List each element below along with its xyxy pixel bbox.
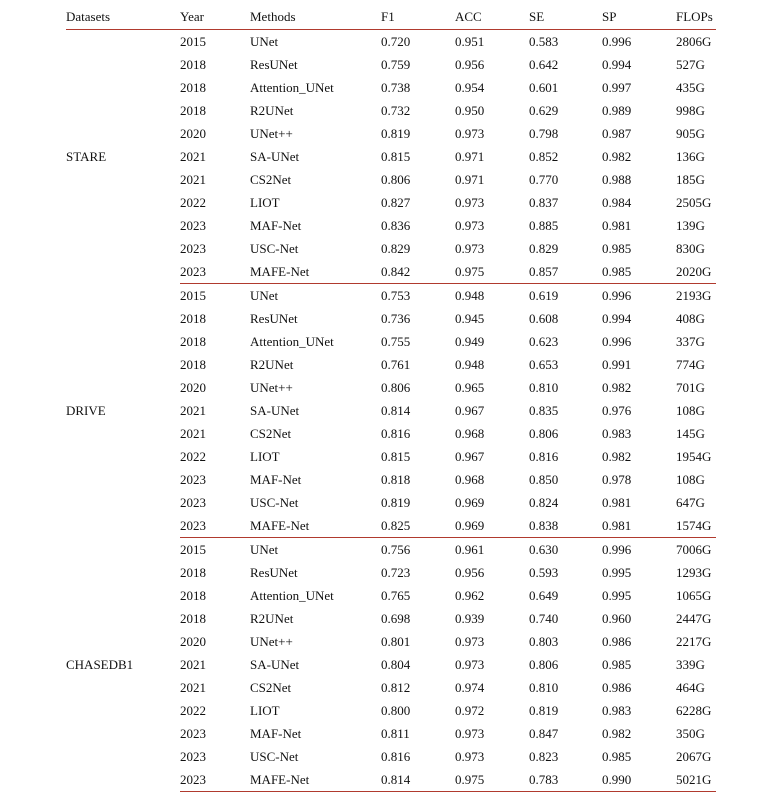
se-cell: 0.619	[529, 288, 559, 303]
f1-cell: 0.755	[381, 334, 411, 349]
method-cell: USC-Net	[250, 241, 299, 256]
header-methods: Methods	[250, 5, 381, 30]
acc-cell: 0.972	[455, 703, 485, 718]
f1-cell: 0.759	[381, 57, 411, 72]
method-cell: CS2Net	[250, 172, 292, 187]
acc-cell: 0.948	[455, 288, 485, 303]
year-cell: 2018	[180, 311, 206, 326]
f1-cell: 0.842	[381, 260, 455, 284]
year-cell: 2018	[180, 334, 206, 349]
flops-cell: 339G	[676, 657, 705, 672]
method-cell: R2UNet	[250, 357, 294, 372]
acc-cell: 0.967	[455, 449, 485, 464]
flops-cell: 998G	[676, 103, 705, 118]
method-cell: MAF-Net	[250, 218, 302, 233]
method-cell: CS2Net	[250, 426, 292, 441]
year-cell: 2021	[180, 403, 206, 418]
se-cell: 0.838	[529, 514, 602, 538]
acc-cell: 0.971	[455, 149, 485, 164]
f1-cell: 0.827	[381, 195, 411, 210]
sp-cell: 0.982	[602, 726, 632, 741]
acc-cell: 0.956	[455, 57, 485, 72]
dataset-label: STARE	[66, 149, 107, 165]
acc-cell: 0.969	[455, 514, 529, 538]
year-cell: 2018	[180, 103, 206, 118]
method-cell: Attention_UNet	[250, 80, 334, 95]
sp-cell: 0.978	[602, 472, 632, 487]
year-cell: 2022	[180, 195, 206, 210]
header-row	[66, 5, 716, 30]
method-cell: ResUNet	[250, 57, 298, 72]
acc-cell: 0.973	[455, 657, 485, 672]
flops-cell: 2193G	[676, 288, 712, 303]
year-cell: 2023	[180, 260, 250, 284]
year-cell: 2015	[180, 288, 206, 303]
method-cell: Attention_UNet	[250, 588, 334, 603]
year-cell: 2023	[180, 514, 250, 538]
year-cell: 2021	[180, 657, 206, 672]
sp-cell: 0.987	[602, 126, 632, 141]
flops-cell: 139G	[676, 218, 705, 233]
se-cell: 0.824	[529, 495, 559, 510]
method-cell: LIOT	[250, 449, 280, 464]
method-cell: UNet++	[250, 380, 293, 395]
method-cell: UNet++	[250, 634, 293, 649]
f1-cell: 0.806	[381, 380, 411, 395]
year-cell: 2022	[180, 703, 206, 718]
method-cell: MAFE-Net	[250, 514, 381, 538]
acc-cell: 0.973	[455, 126, 485, 141]
method-cell: R2UNet	[250, 103, 294, 118]
f1-cell: 0.815	[381, 449, 411, 464]
f1-cell: 0.736	[381, 311, 411, 326]
year-cell: 2020	[180, 126, 206, 141]
f1-cell: 0.800	[381, 703, 411, 718]
se-cell: 0.601	[529, 80, 559, 95]
se-cell: 0.850	[529, 472, 559, 487]
acc-cell: 0.974	[455, 680, 485, 695]
acc-cell: 0.973	[455, 195, 485, 210]
flops-cell: 185G	[676, 172, 705, 187]
sp-cell: 0.997	[602, 80, 632, 95]
f1-cell: 0.819	[381, 126, 411, 141]
sp-cell: 0.996	[602, 288, 632, 303]
sp-cell: 0.996	[602, 334, 632, 349]
sp-cell: 0.985	[602, 749, 632, 764]
method-cell: LIOT	[250, 703, 280, 718]
acc-cell: 0.975	[455, 768, 529, 792]
flops-cell: 1954G	[676, 449, 712, 464]
year-cell: 2018	[180, 57, 206, 72]
flops-cell: 2447G	[676, 611, 712, 626]
acc-cell: 0.954	[455, 80, 485, 95]
flops-cell: 5021G	[676, 768, 716, 792]
flops-cell: 7006G	[676, 542, 712, 557]
f1-cell: 0.761	[381, 357, 411, 372]
year-cell: 2018	[180, 588, 206, 603]
se-cell: 0.852	[529, 149, 559, 164]
f1-cell: 0.765	[381, 588, 411, 603]
table-row	[66, 284, 716, 308]
year-cell: 2023	[180, 218, 206, 233]
year-cell: 2023	[180, 726, 206, 741]
sp-cell: 0.996	[602, 542, 632, 557]
method-cell: R2UNet	[250, 611, 294, 626]
year-cell: 2020	[180, 634, 206, 649]
se-cell: 0.783	[529, 768, 602, 792]
year-cell: 2015	[180, 34, 206, 49]
flops-cell: 337G	[676, 334, 705, 349]
f1-cell: 0.836	[381, 218, 411, 233]
acc-cell: 0.975	[455, 260, 529, 284]
f1-cell: 0.732	[381, 103, 411, 118]
dataset-label: DRIVE	[66, 403, 106, 418]
sp-cell: 0.983	[602, 426, 632, 441]
year-cell: 2018	[180, 357, 206, 372]
sp-cell: 0.981	[602, 514, 676, 538]
flops-cell: 1065G	[676, 588, 712, 603]
se-cell: 0.806	[529, 657, 559, 672]
year-cell: 2020	[180, 380, 206, 395]
method-cell: MAFE-Net	[250, 260, 381, 284]
header-flops: FLOPs	[676, 5, 716, 30]
acc-cell: 0.948	[455, 357, 485, 372]
method-cell: UNet++	[250, 126, 293, 141]
flops-cell: 350G	[676, 726, 705, 741]
acc-cell: 0.951	[455, 34, 485, 49]
method-cell: SA-UNet	[250, 149, 300, 164]
sp-cell: 0.991	[602, 357, 632, 372]
f1-cell: 0.829	[381, 241, 411, 256]
header-sp: SP	[602, 5, 676, 30]
flops-cell: 1293G	[676, 565, 712, 580]
acc-cell: 0.961	[455, 542, 485, 557]
sp-cell: 0.982	[602, 380, 632, 395]
flops-cell: 2806G	[676, 34, 712, 49]
sp-cell: 0.990	[602, 768, 676, 792]
year-cell: 2023	[180, 241, 206, 256]
header-se: SE	[529, 5, 602, 30]
year-cell: 2018	[180, 80, 206, 95]
method-cell: UNet	[250, 542, 279, 557]
f1-cell: 0.753	[381, 288, 411, 303]
header-year: Year	[180, 5, 250, 30]
flops-cell: 647G	[676, 495, 705, 510]
method-cell: MAFE-Net	[250, 768, 381, 792]
flops-cell: 527G	[676, 57, 705, 72]
se-cell: 0.835	[529, 403, 559, 418]
method-cell: USC-Net	[250, 749, 299, 764]
se-cell: 0.847	[529, 726, 559, 741]
se-cell: 0.857	[529, 260, 602, 284]
se-cell: 0.653	[529, 357, 559, 372]
acc-cell: 0.971	[455, 172, 485, 187]
f1-cell: 0.806	[381, 172, 411, 187]
year-cell: 2018	[180, 565, 206, 580]
method-cell: UNet	[250, 288, 279, 303]
flops-cell: 108G	[676, 403, 705, 418]
se-cell: 0.810	[529, 680, 559, 695]
flops-cell: 2505G	[676, 195, 712, 210]
se-cell: 0.583	[529, 34, 559, 49]
year-cell: 2021	[180, 172, 206, 187]
flops-cell: 136G	[676, 149, 705, 164]
se-cell: 0.770	[529, 172, 559, 187]
f1-cell: 0.818	[381, 472, 411, 487]
flops-cell: 464G	[676, 680, 705, 695]
flops-cell: 6228G	[676, 703, 712, 718]
acc-cell: 0.956	[455, 565, 485, 580]
year-cell: 2015	[180, 542, 206, 557]
se-cell: 0.810	[529, 380, 559, 395]
flops-cell: 408G	[676, 311, 705, 326]
flops-cell: 2020G	[676, 260, 716, 284]
method-cell: LIOT	[250, 195, 280, 210]
f1-cell: 0.804	[381, 657, 411, 672]
sp-cell: 0.976	[602, 403, 632, 418]
sp-cell: 0.995	[602, 588, 632, 603]
f1-cell: 0.816	[381, 426, 411, 441]
year-cell: 2023	[180, 749, 206, 764]
flops-cell: 145G	[676, 426, 705, 441]
header-f1: F1	[381, 5, 455, 30]
method-cell: MAF-Net	[250, 726, 302, 741]
f1-cell: 0.815	[381, 149, 411, 164]
acc-cell: 0.973	[455, 218, 485, 233]
method-cell: SA-UNet	[250, 657, 300, 672]
sp-cell: 0.982	[602, 449, 632, 464]
se-cell: 0.829	[529, 241, 559, 256]
se-cell: 0.630	[529, 542, 559, 557]
flops-cell: 774G	[676, 357, 705, 372]
year-cell: 2021	[180, 426, 206, 441]
acc-cell: 0.949	[455, 334, 485, 349]
table-row	[66, 538, 716, 562]
table-row	[66, 30, 716, 54]
se-cell: 0.823	[529, 749, 559, 764]
sp-cell: 0.988	[602, 172, 632, 187]
f1-cell: 0.814	[381, 768, 455, 792]
method-cell: CS2Net	[250, 680, 292, 695]
acc-cell: 0.965	[455, 380, 485, 395]
method-cell: ResUNet	[250, 565, 298, 580]
method-cell: SA-UNet	[250, 403, 300, 418]
sp-cell: 0.984	[602, 195, 632, 210]
acc-cell: 0.939	[455, 611, 485, 626]
sp-cell: 0.985	[602, 657, 632, 672]
se-cell: 0.593	[529, 565, 559, 580]
sp-cell: 0.986	[602, 634, 632, 649]
sp-cell: 0.986	[602, 680, 632, 695]
se-cell: 0.816	[529, 449, 559, 464]
f1-cell: 0.720	[381, 34, 411, 49]
sp-cell: 0.981	[602, 218, 632, 233]
flops-cell: 2217G	[676, 634, 712, 649]
flops-cell: 435G	[676, 80, 705, 95]
sp-cell: 0.982	[602, 149, 632, 164]
flops-cell: 905G	[676, 126, 705, 141]
sp-cell: 0.989	[602, 103, 632, 118]
year-cell: 2021	[180, 149, 206, 164]
year-cell: 2023	[180, 472, 206, 487]
f1-cell: 0.801	[381, 634, 411, 649]
acc-cell: 0.945	[455, 311, 485, 326]
dataset-label: CHASEDB1	[66, 657, 134, 672]
results-table	[66, 5, 716, 792]
sp-cell: 0.996	[602, 34, 632, 49]
se-cell: 0.803	[529, 634, 559, 649]
year-cell: 2018	[180, 611, 206, 626]
flops-cell: 2067G	[676, 749, 712, 764]
acc-cell: 0.968	[455, 426, 485, 441]
method-cell: ResUNet	[250, 311, 298, 326]
method-cell: MAF-Net	[250, 472, 302, 487]
f1-cell: 0.812	[381, 680, 411, 695]
f1-cell: 0.738	[381, 80, 411, 95]
se-cell: 0.608	[529, 311, 559, 326]
se-cell: 0.623	[529, 334, 559, 349]
se-cell: 0.649	[529, 588, 559, 603]
se-cell: 0.837	[529, 195, 559, 210]
method-cell: UNet	[250, 34, 279, 49]
acc-cell: 0.973	[455, 241, 485, 256]
method-cell: USC-Net	[250, 495, 299, 510]
flops-cell: 830G	[676, 241, 705, 256]
f1-cell: 0.814	[381, 403, 411, 418]
method-cell: Attention_UNet	[250, 334, 334, 349]
header-acc: ACC	[455, 5, 529, 30]
se-cell: 0.629	[529, 103, 559, 118]
se-cell: 0.642	[529, 57, 559, 72]
se-cell: 0.798	[529, 126, 559, 141]
acc-cell: 0.967	[455, 403, 485, 418]
sp-cell: 0.994	[602, 311, 632, 326]
f1-cell: 0.698	[381, 611, 411, 626]
year-cell: 2023	[180, 495, 206, 510]
flops-cell: 108G	[676, 472, 705, 487]
acc-cell: 0.973	[455, 634, 485, 649]
se-cell: 0.740	[529, 611, 559, 626]
acc-cell: 0.969	[455, 495, 485, 510]
sp-cell: 0.985	[602, 260, 676, 284]
sp-cell: 0.960	[602, 611, 632, 626]
se-cell: 0.885	[529, 218, 559, 233]
acc-cell: 0.968	[455, 472, 485, 487]
flops-cell: 701G	[676, 380, 705, 395]
f1-cell: 0.819	[381, 495, 411, 510]
year-cell: 2022	[180, 449, 206, 464]
sp-cell: 0.985	[602, 241, 632, 256]
year-cell: 2021	[180, 680, 206, 695]
se-cell: 0.819	[529, 703, 559, 718]
se-cell: 0.806	[529, 426, 559, 441]
acc-cell: 0.973	[455, 726, 485, 741]
year-cell: 2023	[180, 768, 250, 792]
sp-cell: 0.995	[602, 565, 632, 580]
flops-cell: 1574G	[676, 514, 716, 538]
f1-cell: 0.723	[381, 565, 411, 580]
sp-cell: 0.994	[602, 57, 632, 72]
f1-cell: 0.816	[381, 749, 411, 764]
sp-cell: 0.983	[602, 703, 632, 718]
table-body	[66, 30, 716, 792]
f1-cell: 0.825	[381, 514, 455, 538]
f1-cell: 0.756	[381, 542, 411, 557]
sp-cell: 0.981	[602, 495, 632, 510]
header-datasets: Datasets	[66, 5, 180, 30]
acc-cell: 0.950	[455, 103, 485, 118]
acc-cell: 0.962	[455, 588, 485, 603]
acc-cell: 0.973	[455, 749, 485, 764]
f1-cell: 0.811	[381, 726, 410, 741]
